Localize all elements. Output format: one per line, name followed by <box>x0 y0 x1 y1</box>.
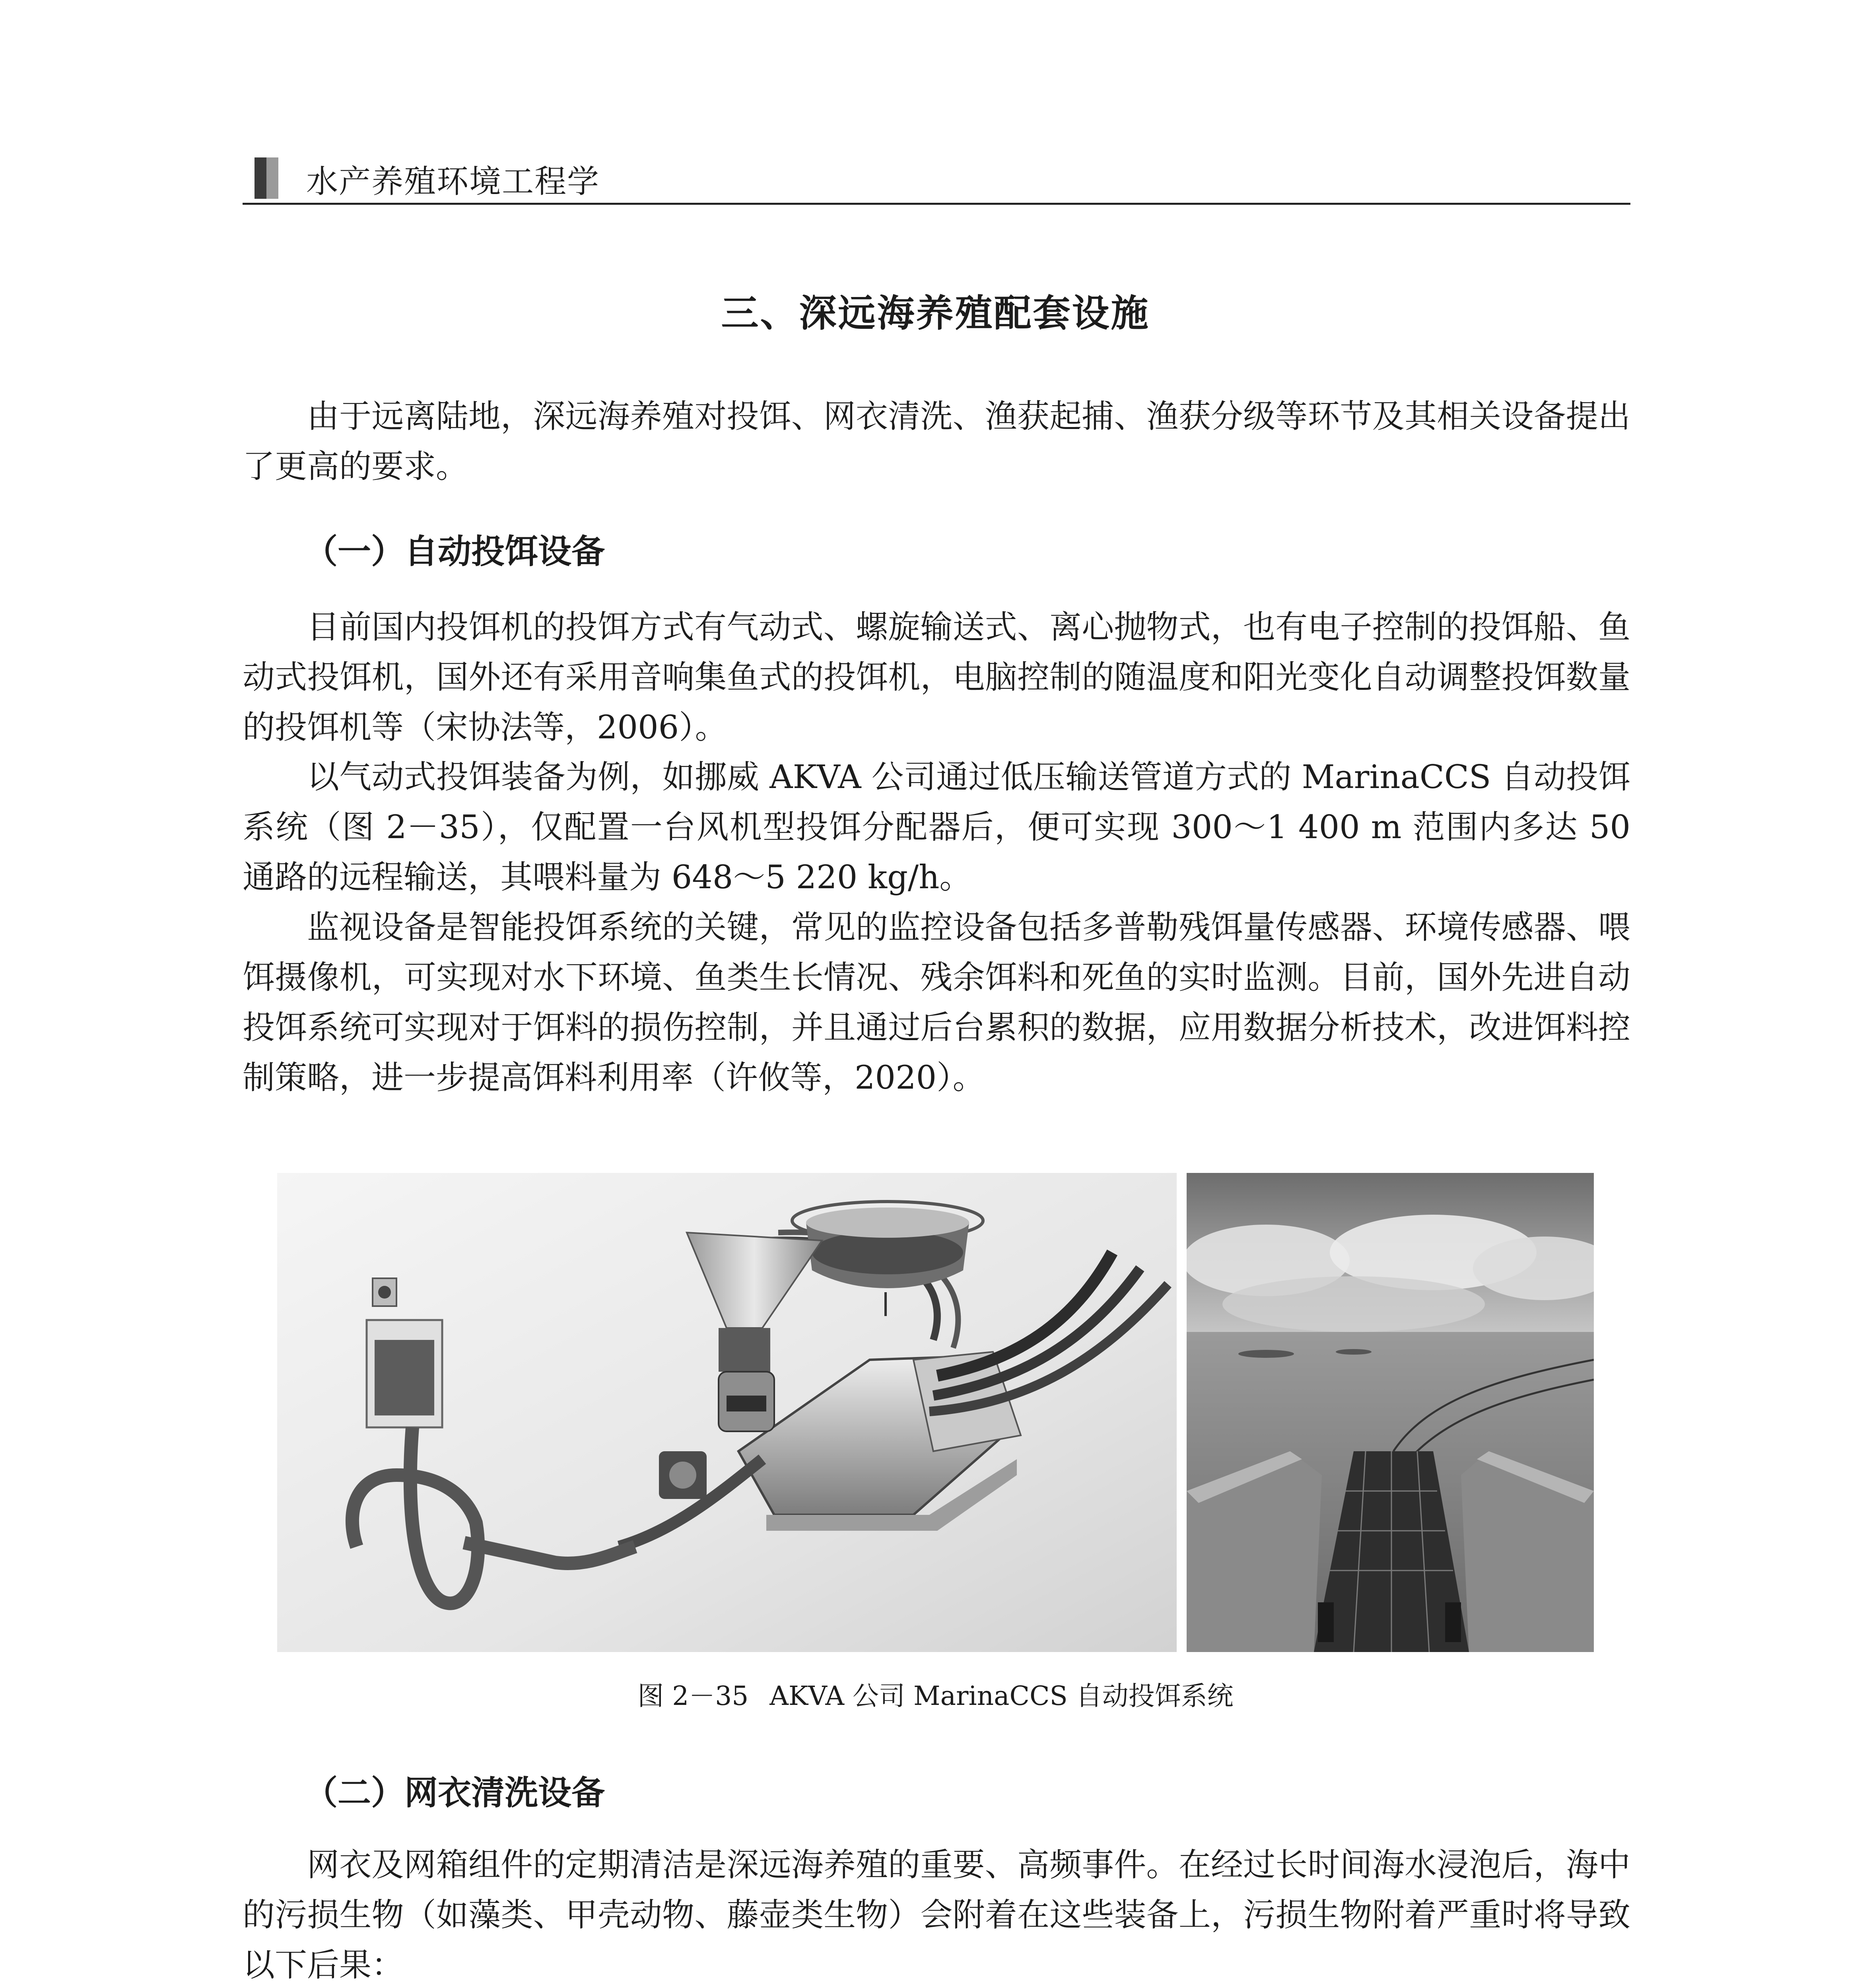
feeding-paragraph-3: 监视设备是智能投饵系统的关键，常见的监控设备包括多普勒残饵量传感器、环境传感器、喂饵摄像机，可实现对水下环境、鱼类生长情况、残余饵料和死鱼的实时监测。目前，国外先进自动投饵系统可实现对于饵料的损伤控制，并且通过后台累积的数据，应用数据分析技术，改进饵料控制策略，进一步提高饵料利用率（许攸等，2020）。 <box>243 909 1630 1097</box>
header-rule <box>243 203 1630 205</box>
figure-number: 图 2－35 <box>637 1681 749 1711</box>
figure-caption <box>0 1675 1871 1712</box>
header-marker <box>255 157 278 199</box>
figure-2-35 <box>277 1173 1594 1652</box>
section-title: 三、深远海养殖配套设施 <box>721 292 1150 335</box>
feeding-paragraph-1: 目前国内投饵机的投饵方式有气动式、螺旋输送式、离心抛物式，也有电子控制的投饵船、鱼动式投饵机，国外还有采用音响集鱼式的投饵机，电脑控制的随温度和阳光变化自动调整投饵数量的投饵机等（宋协法等，2006）。 <box>243 609 1630 746</box>
running-header-title: 水产养殖环境工程学 <box>306 163 600 200</box>
intro-paragraph: 由于远离陆地，深远海养殖对投饵、网衣清洗、渔获起捕、渔获分级等环节及其相关设备提出了更高的要求。 <box>243 398 1630 485</box>
feeding-paragraph-2: 以气动式投饵装备为例，如挪威 AKVA 公司通过低压输送管道方式的 MarinaCCS 自动投饵系统（图 2－35），仅配置一台风机型投饵分配器后，便可实现 300～1 400 m 范围内多达 50 通路的远程输送，其喂料量为 648～5 220 kg/h。 <box>243 759 1630 896</box>
feeding-barge-photo <box>1187 1173 1594 1652</box>
net-cleaning-paragraph-1: 网衣及网箱组件的定期清洁是深远海养殖的重要、高频事件。在经过长时间海水浸泡后，海中的污损生物（如藻类、甲壳动物、藤壶类生物）会附着在这些装备上，污损生物附着严重时将导致以下后果： <box>243 1846 1630 1984</box>
subsection-heading-feeding: （一）自动投饵设备 <box>304 532 605 571</box>
subsection-heading-net-cleaning: （二）网衣清洗设备 <box>304 1773 605 1812</box>
figure-caption-text: AKVA 公司 MarinaCCS 自动投饵系统 <box>769 1681 1234 1711</box>
feeding-system-illustration <box>277 1173 1177 1652</box>
